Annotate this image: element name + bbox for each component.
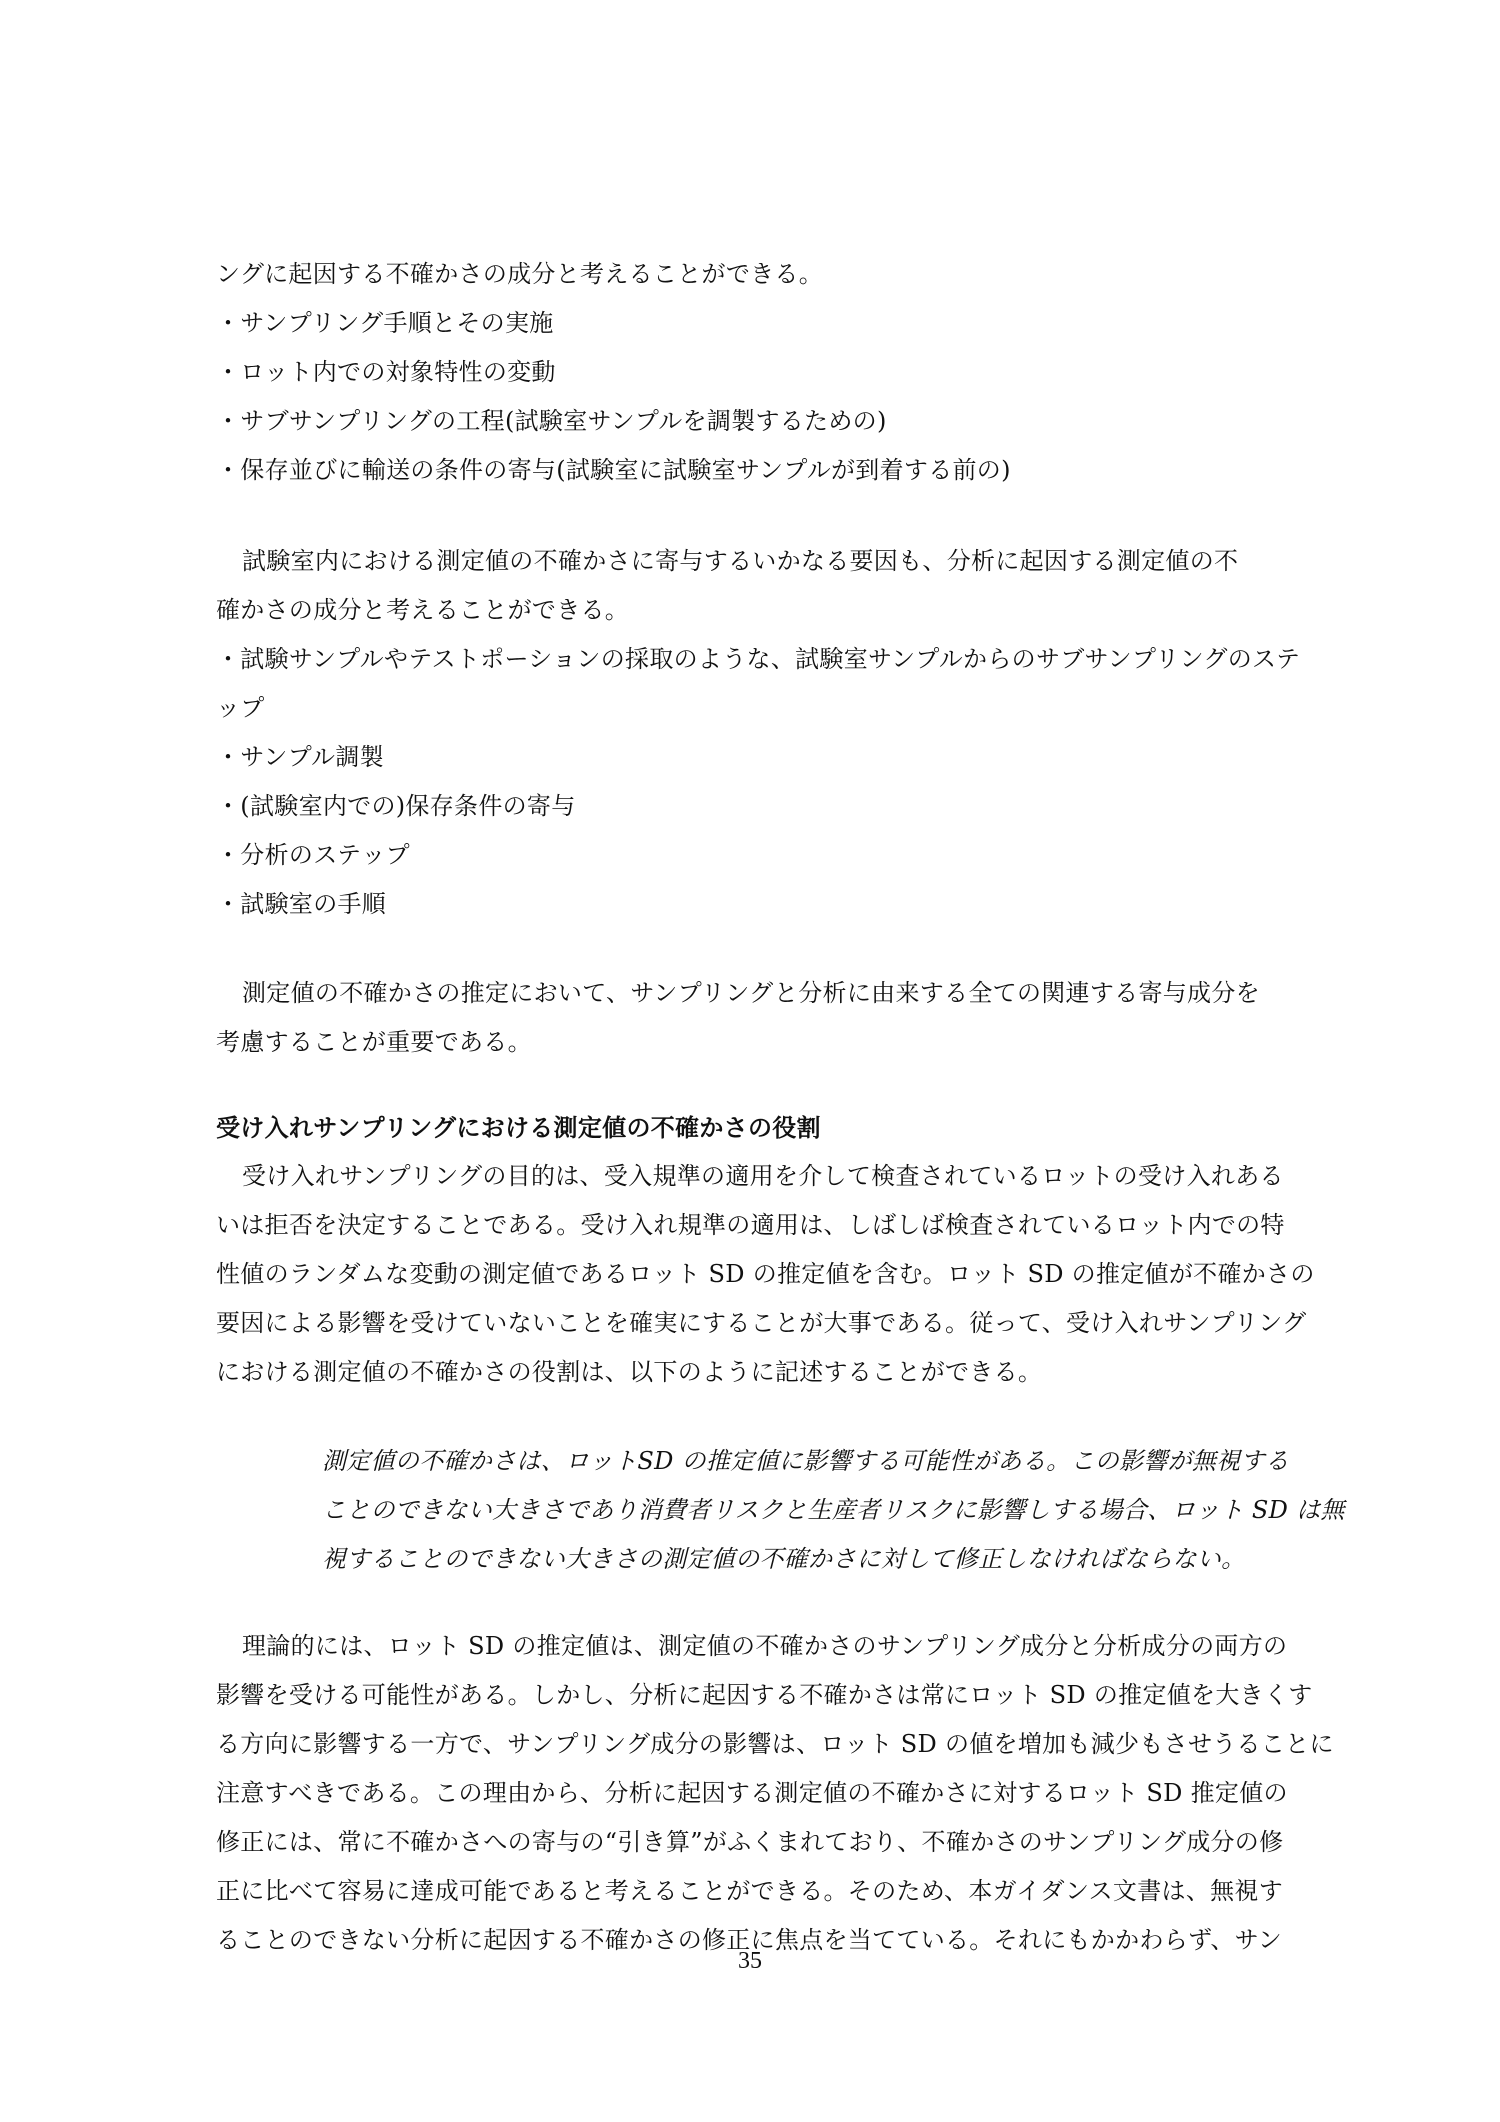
lab-paragraph-line: 確かさの成分と考えることができる。 [216,596,630,624]
lab-bullet: ・試験サンプルやテストポーションの採取のような、試験室サンプルからのサブサンプリングのステ [216,645,1301,673]
lab-bullet: ・分析のステップ [216,841,410,869]
sampling-bullet: ・サブサンプリングの工程(試験室サンプルを調製するための) [216,407,887,435]
estimate-paragraph-line: 測定値の不確かさの推定において、サンプリングと分析に由来する全ての関連する寄与成分を [242,979,1260,1007]
quote-line: ことのできない大きさであり消費者リスクと生産者リスクに影響しする場合、ロット SD は無 [322,1496,1345,1524]
sampling-bullet: ・保存並びに輸送の条件の寄与(試験室に試験室サンプルが到着する前の) [216,456,1011,484]
paragraph-gap [216,1067,1298,1103]
theory-paragraph-line: る方向に影響する一方で、サンプリング成分の影響は、ロット SD の値を増加も減少もさせうることに [216,1730,1334,1758]
sampling-bullet: ・ロット内での対象特性の変動 [216,358,556,386]
page-body [216,250,1345,1965]
section-paragraph-line: 性値のランダムな変動の測定値であるロット SD の推定値を含む。ロット SD の推定値が不確かさの [216,1260,1315,1288]
sampling-bullet: ・サンプリング手順とその実施 [216,309,554,337]
lab-bullet: ・試験室の手順 [216,890,387,918]
lab-paragraph-line: 試験室内における測定値の不確かさに寄与するいかなる要因も、分析に起因する測定値の不 [242,547,1239,575]
section-paragraph-line: における測定値の不確かさの役割は、以下のように記述することができる。 [216,1358,1043,1386]
estimate-paragraph-line: 考慮することが重要である。 [216,1028,532,1056]
intro-line: ングに起因する不確かさの成分と考えることができる。 [216,260,824,288]
theory-paragraph-line: 理論的には、ロット SD の推定値は、測定値の不確かさのサンプリング成分と分析成分の両方の [242,1632,1288,1660]
theory-paragraph-line: 修正には、常に不確かさへの寄与の“引き算”がふくまれており、不確かさのサンプリング成分の修 [216,1828,1284,1856]
theory-paragraph-line: 注意すべきである。この理由から、分析に起因する測定値の不確かさに対するロット SD 推定値の [216,1779,1288,1807]
paragraph-gap [216,1397,1298,1437]
section-heading: 受け入れサンプリングにおける測定値の不確かさの役割 [216,1113,821,1142]
lab-bullet-continuation: ップ [216,694,265,722]
theory-paragraph-line: 影響を受ける可能性がある。しかし、分析に起因する不確かさは常にロット SD の推定値を大きくす [216,1681,1313,1709]
theory-paragraph-line: ることのできない分析に起因する不確かさの修正に焦点を当てている。それにもかかわらず、サン [216,1926,1283,1954]
quote-line: 視することのできない大きさの測定値の不確かさに対して修正しなければならない。 [322,1545,1246,1573]
quote-line: 測定値の不確かさは、ロットSD の推定値に影響する可能性がある。この影響が無視する [322,1447,1290,1475]
section-paragraph-line: 受け入れサンプリングの目的は、受入規準の適用を介して検査されているロットの受け入れある [242,1162,1284,1190]
section-paragraph-line: 要因による影響を受けていないことを確実にすることが大事である。従って、受け入れサンプリング [216,1309,1307,1337]
section-paragraph-line: いは拒否を決定することである。受け入れ規準の適用は、しばしば検査されているロット内での特 [216,1211,1285,1239]
paragraph-gap [216,929,1298,969]
page-number: 35 [738,1948,762,1974]
lab-bullet: ・サンプル調製 [216,743,384,771]
paragraph-gap [216,495,1298,537]
paragraph-gap [216,1584,1298,1622]
theory-paragraph-line: 正に比べて容易に達成可能であると考えることができる。そのため、本ガイダンス文書は、無視す [216,1877,1284,1905]
lab-bullet: ・(試験室内での)保存条件の寄与 [216,792,576,820]
